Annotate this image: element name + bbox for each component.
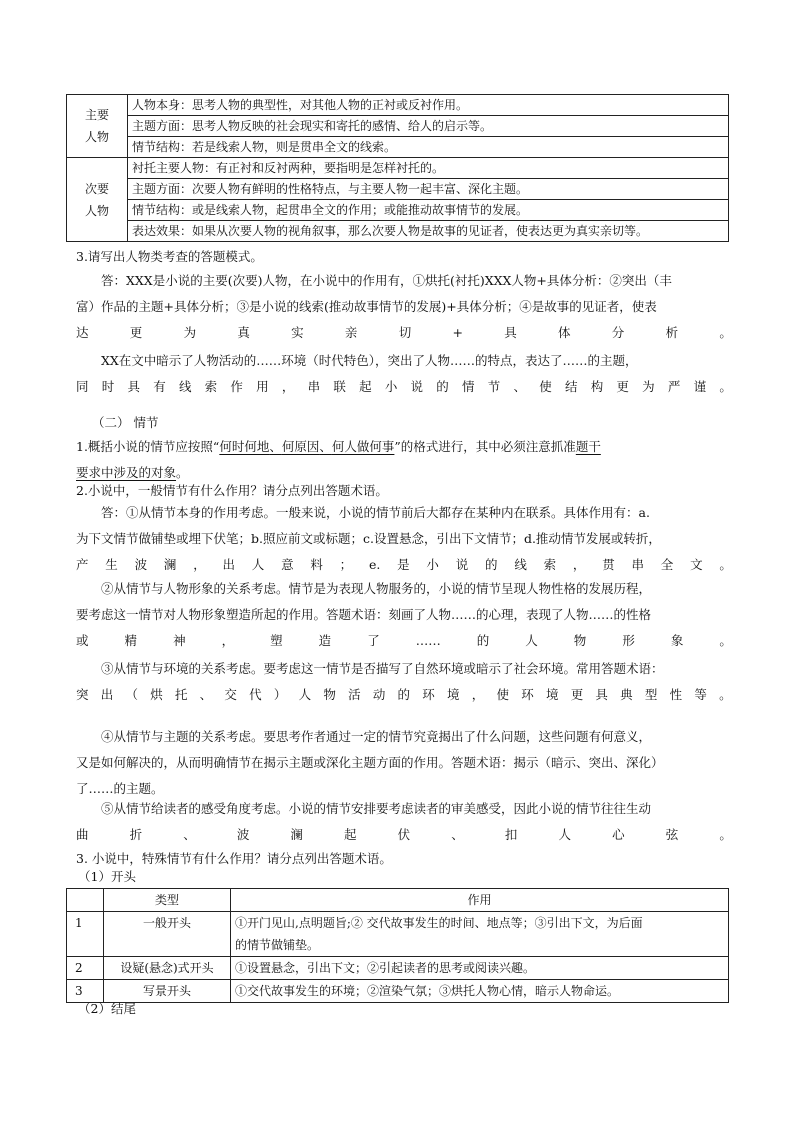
subsection-opening: （1）开头 <box>78 869 136 884</box>
question-3-title: 3.请写出人物类考查的答题模式。 <box>76 249 263 264</box>
table-header-cell: 类型 <box>104 889 231 912</box>
answer-paragraph: 答：XXX是小说的主要(次要)人物，在小说中的作用有，①烘托(衬托)XXX人物+具体分析：②突出（丰 富）作品的主题+具体分析；③是小说的线索(推动故事情节的发展)+具体分析；④是故事的见证者，使表 达 更 为 真 实 亲 切 + 具 体 分 析 。 <box>76 268 732 346</box>
table-cell: 衬托主要人物：有正衬和反衬两种，要指明是怎样衬托的。 <box>128 158 729 179</box>
table-header-cell <box>67 889 104 912</box>
table-cell: 主题方面：次要人物有鲜明的性格特点，与主要人物一起丰富、深化主题。 <box>128 179 729 200</box>
table-cell: 情节结构：若是线索人物，则是贯串全文的线索。 <box>128 137 729 158</box>
justified-line: 或 精 神 ， 塑 造 了 …… 的 人 物 形 象 。 <box>76 633 732 648</box>
answer-point-3: ③从情节与环境的关系考虑。要考虑这一情节是否描写了自然环境或暗示了社会环境。常用答题术语： 突 出 （ 烘 托 、 交 代 ） 人 物 活 动 的 环 境 ， 使 环 境 更 具 典 型 性 等 。 <box>76 656 732 708</box>
character-function-table <box>66 94 729 242</box>
justified-line: 曲 折 、 波 澜 起 伏 、 扣 人 心 弦 。 <box>76 827 732 842</box>
table-cell: 人物本身：思考人物的典型性，对其他人物的正衬或反衬作用。 <box>128 95 729 116</box>
justified-line: 产 生 波 澜 ， 出 人 意 料 ； e. 是 小 说 的 线 索 ， 贯 串 全 文 。 <box>76 557 732 572</box>
table-cell: 主题方面：思考人物反映的社会现实和寄托的感情、给人的启示等。 <box>128 116 729 137</box>
answer-point-4: ④从情节与主题的关系考虑。要思考作者通过一定的情节究竟揭出了什么问题，这些问题有何意义， 又是如何解决的，从而明确情节在揭示主题或深化主题方面的作用。答题术语：揭示（暗示、突出、深化） 了……的主题。 <box>76 729 664 796</box>
main-character-label: 主要 人物 <box>67 95 128 158</box>
table-row: 1 一般开头 ①开门见山,点明题旨;② 交代故事发生的时间、地点等；③引出下文，为后面 的情节做铺垫。 <box>67 912 729 957</box>
table-header-cell: 作用 <box>231 889 729 912</box>
special-plot-question-title: 3. 小说中，特殊情节有什么作用？请分点列出答题术语。 <box>76 851 392 866</box>
answer-paragraph-2: XX在文中暗示了人物活动的……环境（时代特色），突出了人物……的特点，表达了……的主题， 同 时 具 有 线 索 作 用 ， 串 联 起 小 说 的 情 节 、 使 结 构 更 为 严 谨 。 <box>76 348 732 400</box>
justified-line: 突 出 （ 烘 托 、 交 代 ） 人 物 活 动 的 环 境 ， 使 环 境 更 具 典 型 性 等 。 <box>76 687 732 702</box>
opening-types-table <box>66 888 729 1003</box>
justified-line: 同 时 具 有 线 索 作 用 ， 串 联 起 小 说 的 情 节 、 使 结 构 更 为 严 谨 。 <box>76 379 732 394</box>
subsection-ending: （2）结尾 <box>78 1001 136 1016</box>
table-row: 2 设疑(悬念)式开头 ①设置悬念，引出下文；②引起读者的思考或阅读兴趣。 <box>67 957 729 980</box>
answer-point-1: 答：①从情节本身的作用考虑。一般来说，小说的情节前后大都存在某种内在联系。具体作用有：a. 为下文情节做铺垫或埋下伏笔；b.照应前文或标题；c.设置悬念，引出下文情节；d.推动情节发展或转折， 产 生 波 澜 ， 出 人 意 料 ； e. 是 小 说 的 线 索 ， 贯 串 全 文 。 <box>76 500 732 578</box>
minor-character-label: 次要 人物 <box>67 158 128 242</box>
table-cell: 表达效果：如果从次要人物的视角叙事，那么次要人物是故事的见证者，使表达更为真实亲切等。 <box>128 221 729 242</box>
answer-point-2: ②从情节与人物形象的关系考虑。情节是为表现人物服务的，小说的情节呈现人物性格的发展历程， 要考虑这一情节对人物形象塑造所起的作用。答题术语：刻画了人物……的心理，表现了人物……的性格 或 精 神 ， 塑 造 了 …… 的 人 物 形 象 。 <box>76 576 732 654</box>
justified-line: 达 更 为 真 实 亲 切 + 具 体 分 析 。 <box>76 325 732 340</box>
plot-question-1: 1.概括小说的情节应按照“何时何地、何原因、何人做何事”的格式进行，其中必须注意抓准题干 要求中涉及的对象。 <box>76 439 601 480</box>
section-title: （二） 情节 <box>92 415 159 430</box>
table-row: 3 写景开头 ①交代故事发生的环境；②渲染气氛；③烘托人物心情，暗示人物命运。 <box>67 980 729 1003</box>
answer-point-5: ⑤从情节给读者的感受角度考虑。小说的情节安排要考虑读者的审美感受，因此小说的情节往往生动 曲 折 、 波 澜 起 伏 、 扣 人 心 弦 。 <box>76 796 732 848</box>
plot-question-2-title: 2.小说中，一般情节有什么作用？请分点列出答题术语。 <box>76 483 388 498</box>
table-cell: 情节结构：或是线索人物，起贯串全文的作用；或能推动故事情节的发展。 <box>128 200 729 221</box>
